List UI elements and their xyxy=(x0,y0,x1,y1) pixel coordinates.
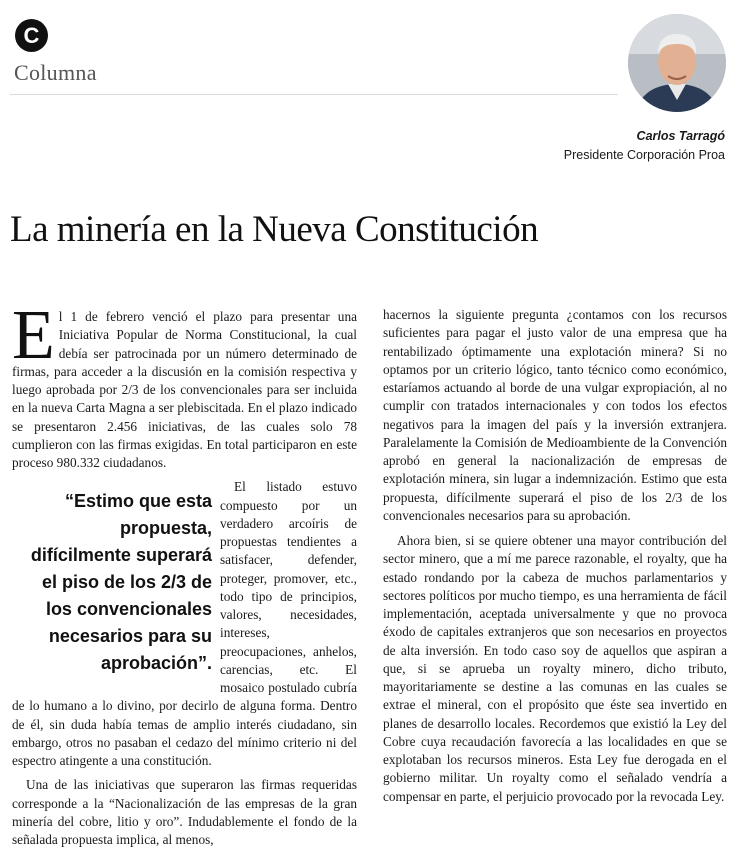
header-divider xyxy=(10,94,618,95)
paragraph-5: Ahora bien, si se quiere obtener una mayor contribución del sector minero, que a mí me parece razonable, el royalty, que ha estado rondando por la cabeza de muchos parlamentarios y sectores políticos por mucho tiempo, es una herramienta de fácil implementación, aceptada universalmente y que no provoca éxodo de capitales extranjeros que son necesarios en proyectos de alta inversión. En todo caso soy de aquellos que aspiran a que, si se aprueba un royalty minero, dicho tributo, mayoritariamente se destine a las comunas en las cuales se extrae el mineral, con el propósito que éste sea invertido en planes de desarrollo locales. Recordemos que existió la Ley del Cobre cuya recaudación favorecía a las localidades en que se explotaban los recursos mineros. Esta Ley fue derogada en el gobierno militar. Un royalty como el señalado vendría a compensar en parte, el perjuicio provocado por la revocada Ley. xyxy=(383,533,727,804)
pull-quote xyxy=(20,488,212,677)
paragraph-4: hacernos la siguiente pregunta ¿contamos con los recursos suficientes para pagar el justo valor de una empresa que ha rentabilizado óptimamente una explotación minera? Si no optamos por un criterio lógico, tanto técnico como económico, estaríamos actuando al borde de una vulgar expropiación, al no cumplir con tratados internacionales y con todos los efectos negativos para la imagen del país y la inversión extranjera. Paralelamente la Comisión de Medioambiente de la Convención aprobó en general la nacionalización de empresas de explotación minera, sin lugar a indemnización. Estimo que esta propuesta, difícilmente superará el piso de los 2/3 de los convencionales necesarios para su aprobación. xyxy=(383,307,727,523)
article-column-1 xyxy=(12,297,357,849)
paragraph-1 xyxy=(12,297,357,472)
column-badge: C xyxy=(15,19,48,52)
paragraph-1-text: l 1 de febrero venció el plazo para presentar una Iniciativa Popular de Norma Constitucional, la cual debía ser patrocinada por un número determinado de firmas, para acceder a la discusión en la comisión respectiva y luego aprobada por 2/3 de los convencionales para ser incluida en la nueva Carta Magna a ser plebiscitada. En el plazo indicado se presentaron 2.456 iniciativas, de las cuales solo 78 cumplieron con las firmas exigidas. En total participaron en este proceso 980.332 ciudadanos. xyxy=(12,309,357,470)
article-headline: La minería en la Nueva Constitución xyxy=(10,209,539,250)
author-photo xyxy=(628,14,726,112)
section-label: Columna xyxy=(14,60,97,85)
author-role: Presidente Corporación Proa xyxy=(563,148,725,162)
pull-quote-text: “Estimo que esta propuesta, difícilmente superará el piso de los 2/3 de los convencionales necesarios para su aprobación”. xyxy=(30,491,212,674)
paragraph-3: Una de las iniciativas que superaron las firmas requeridas corresponde a la “Nacionalización de las empresas de la gran minería del cobre, litio y oro”. Indudablemente el fondo de la señalada propuesta implica, al menos, xyxy=(12,777,357,847)
paragraph-2: El listado estuvo compuesto por un verdadero arcoíris de propuestas tendientes a satisfacer, defender, proteger, promover, etc., todo tipo de principios, valores, necesidades, intereses, preocupaciones, anhelos, carencias, etc. El mosaico postulado cubría de lo humano a lo divino, por decirlo de alguna forma. Dentro de él, sin duda había temas de amplio interés ciudadano, sin embargo, otros no pasaban el cedazo del mínimo criterio ni del espectro atingente a una constitución. xyxy=(12,479,357,768)
article-column-2 xyxy=(383,306,727,806)
byline xyxy=(564,127,725,165)
drop-cap: E xyxy=(12,297,55,374)
author-name: Carlos Tarragó xyxy=(636,129,725,143)
